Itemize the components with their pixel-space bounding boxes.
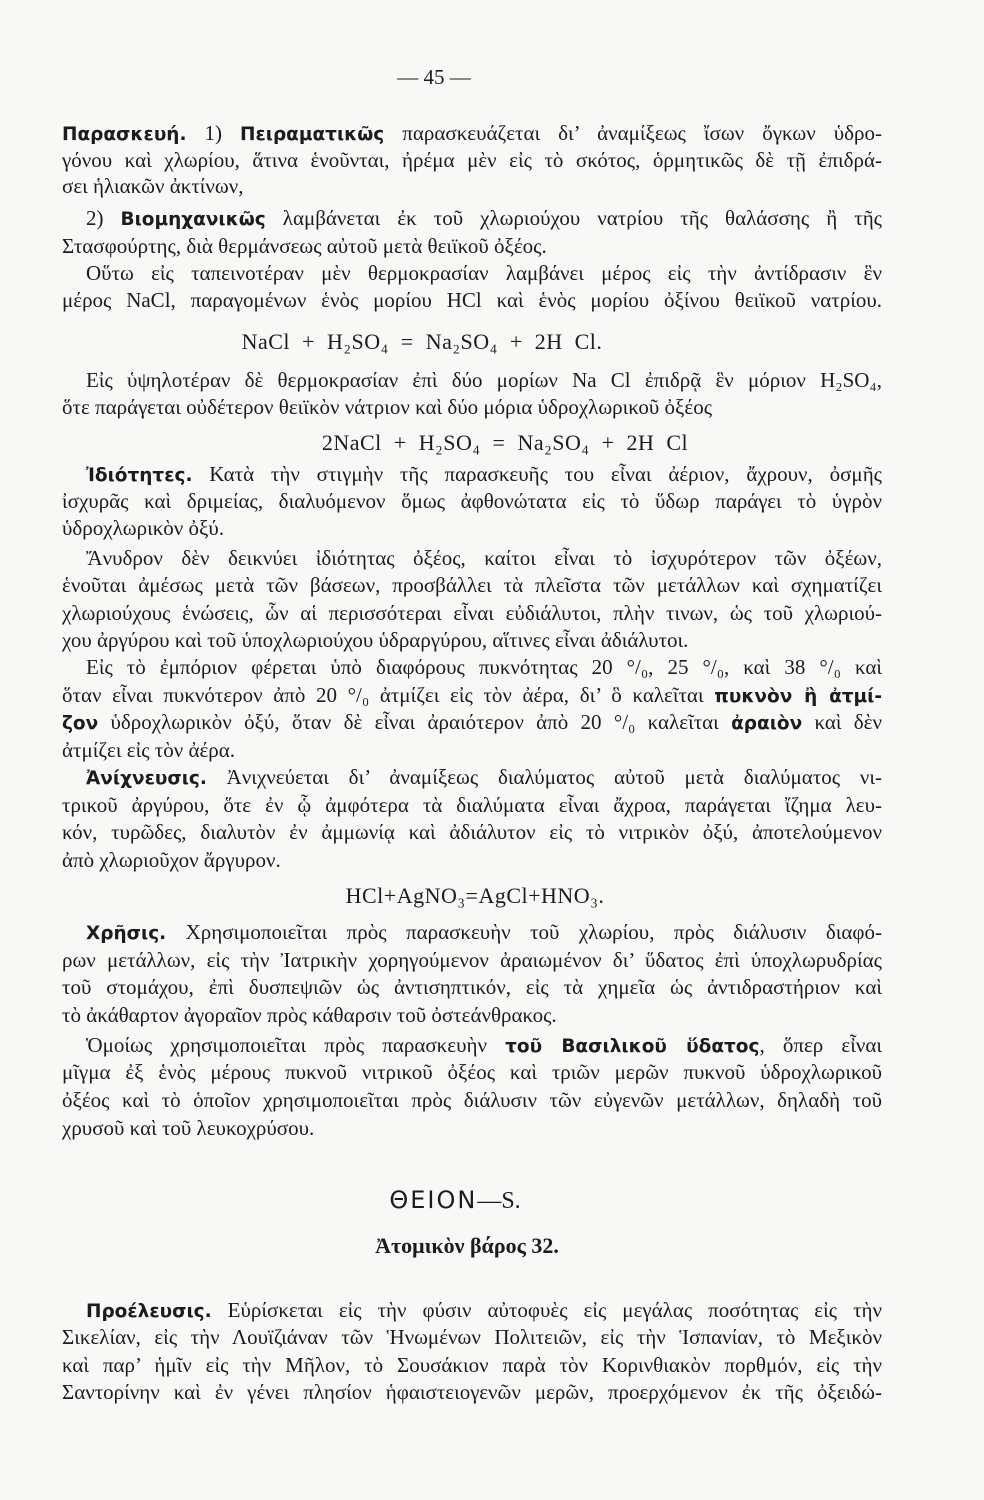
text-line [86, 653, 882, 681]
term-dilute: ἀραιὸν [731, 713, 803, 734]
text-line [86, 1296, 882, 1324]
text-run: Εὑρίσκεται εἰς τὴν φύσιν αὐτοφυὲς εἰς μεγάλας ποσότητας εἰς τὴν [211, 1298, 882, 1322]
heading-preparation: Παρασκευή. [62, 124, 187, 145]
text-run: ἑνοῦται ἀμέσως μετὰ τῶν βάσεων, προσβάλλει τὰ πλεῖστα τῶν μετάλλων καὶ σχηματίζει [62, 573, 882, 597]
line-text [62, 710, 882, 734]
text-run: Κατὰ τὴν στιγμὴν τῆς παρασκευῆς του εἶναι ἀέριον, ἄχρουν, ὀσμῆς [192, 462, 882, 486]
element-name: ΘΕΙΟΝ [389, 1186, 478, 1214]
chemical-equation [62, 328, 782, 356]
text-run: ὑδροχλωρικὸν ὀξύ. [62, 516, 225, 540]
chemical-equation [200, 429, 810, 457]
text-run: Ἄνυδρον δὲν δεικνύει ἰδιότητας ὀξέος, καίτοι εἶναι τὸ ἰσχυρότερον τῶν ὀξέων, [86, 546, 882, 570]
text-run: τὸ ἀκάθαρτον ἀγοραῖον πρὸς κάθαρσιν τοῦ ὀστεάνθρακος. [62, 1003, 557, 1027]
text-run: κόν, τυρῶδες, διαλυτὸν ἐν ἀμμωνίᾳ καὶ ἀδιάλυτον εἰς τὸ νιτρικὸν ὀξύ, ἀποτελούμενον [62, 820, 882, 844]
text-run: καὶ παρ’ ἡμῖν εἰς τὴν Μῆλον, τὸ Σουσάκιον παρὰ τὸν Κορινθιακὸν πορθμόν, εἰς τὴν [62, 1353, 882, 1377]
equation-text: 2NaCl + H₂SO₄ = Na₂SO₄ + 2H Cl [321, 430, 689, 455]
text-run: χλωριούχους ἑνώσεις, ὧν αἱ περισσότεραι εἶναι εὐδιάλυτοι, πλὴν τινων, ὡς τοῦ χλωριού- [62, 601, 882, 625]
text-run: μῖγμα ἐξ ἑνὸς μέρους πυκνοῦ νιτρικοῦ ὀξέος καὶ τριῶν μερῶν πυκνοῦ ὑδροχλωρικοῦ [62, 1060, 882, 1084]
text-line [62, 1351, 882, 1379]
line-text [62, 121, 882, 145]
text-run: Οὕτω εἰς ταπεινοτέραν μὲν θερμοκρασίαν λαμβάνει μέρος εἰς τὴν ἀντίδρασιν ἓν [86, 261, 882, 285]
term-aqua-regia: τοῦ Βασιλικοῦ ὕδατος [505, 1036, 760, 1057]
text-line [62, 119, 882, 147]
text-line [62, 1001, 882, 1029]
text-run: , ὅπερ εἶναι [759, 1033, 882, 1057]
text-run: τοῦ στομάχου, ἐπὶ δυσπεψιῶν ὡς ἀντισηπτικόν, εἰς τὰ χημεῖα ὡς ἀντιδραστήριον καὶ [62, 975, 882, 999]
text-line [62, 818, 882, 846]
element-symbol: —S. [477, 1188, 521, 1214]
text-line [62, 946, 882, 974]
text-run: Ἀνιχνεύεται δι’ ἀναμίξεως διαλύματος αὐτοῦ μετὰ διαλύματος νι- [206, 765, 882, 789]
term-concentrated-end: ζον [62, 713, 99, 734]
text-line [62, 232, 882, 260]
text-line [62, 1058, 882, 1086]
line-text [86, 462, 882, 486]
text-line [62, 1378, 882, 1406]
line-text [86, 765, 882, 789]
text-line [62, 846, 882, 874]
text-run: Σικελίαν, εἰς τὴν Λουϊζιάναν τῶν Ἡνωμένων Πολιτειῶν, εἰς τὴν Ἱσπανίαν, τὸ Μεξικὸν [62, 1325, 882, 1349]
line-text [86, 1298, 882, 1322]
page-number-text: — 45 — [397, 65, 471, 89]
text-line [86, 366, 882, 394]
heading-detection: Ἀνίχνευσις. [86, 768, 207, 789]
text-line [62, 1086, 882, 1114]
line-text [62, 683, 882, 707]
text-line [86, 460, 882, 488]
text-line [86, 918, 882, 946]
text-line [62, 393, 882, 421]
page-number [334, 63, 534, 91]
element-heading-text [389, 1188, 520, 1214]
text-run: ὅτε παράγεται οὐδέτερον θειϊκὸν νάτριον καὶ δύο μόρια ὑδροχλωρικοῦ ὀξέος [62, 395, 713, 419]
text-run: σει ἡλιακῶν ἀκτίνων, [62, 174, 244, 198]
term-concentrated: πυκνὸν ἢ ἀτμί- [714, 686, 882, 707]
text-run: 1) [186, 121, 241, 145]
text-run: ἀπὸ χλωριοῦχον ἄργυρον. [62, 848, 281, 872]
text-line [62, 599, 882, 627]
line-text [86, 1033, 882, 1057]
text-line [86, 1031, 882, 1059]
text-run: Εἰς τὸ ἐμπόριον φέρεται ὑπὸ διαφόρους πυκνότητας 20 °/₀, 25 °/₀, καὶ 38 °/₀ καὶ [86, 655, 882, 679]
text-run: παρασκευάζεται δι’ ἀναμίξεως ἴσων ὄγκων ὑδρο- [384, 121, 882, 145]
text-run: γόνου καὶ χλωρίου, ἅτινα ἑνοῦνται, ἠρέμα μὲν εἰς τὸ σκότος, ὁρμητικῶς δὲ τῇ ἐπιδρά- [62, 148, 882, 172]
text-run: Σαντορίνην καὶ ἐν γένει πλησίον ἡφαιστειογενῶν μερῶν, προερχόμενον ἐκ τῆς ὀξειδώ- [62, 1380, 882, 1404]
atomic-weight-text: Ἀτομικὸν βάρος 32. [375, 1233, 559, 1258]
text-run: καὶ δὲν [802, 710, 882, 734]
text-run: χου ἀργύρου καὶ τοῦ ὑποχλωριούχου ὑδραργύρου, αἵτινες εἶναι ἀδιάλυτοι. [62, 628, 689, 652]
element-heading [255, 1183, 655, 1217]
chemical-equation [175, 882, 775, 910]
text-run: μέρος NaCl, παραγομένων ἑνὸς μορίου HCl καὶ ἑνὸς μορίου ὀξίνου θειϊκοῦ νατρίου. [62, 288, 882, 312]
heading-occurrence: Προέλευσις. [86, 1301, 212, 1322]
text-line [62, 286, 882, 314]
equation-text: NaCl + H₂SO₄ = Na₂SO₄ + 2H Cl. [241, 329, 603, 354]
text-run: ἰσχυρᾶς καὶ δριμείας, διαλυόμενον ὅμως ἀφθονώτατα εἰς τὸ ὕδωρ παράγει τὸ ὑγρὸν [62, 489, 882, 513]
text-line [86, 763, 882, 791]
text-line [62, 1114, 882, 1142]
text-line [62, 973, 882, 1001]
text-run: ὀξέος καὶ τὸ ὁποῖον χρησιμοποιεῖται πρὸς διάλυσιν τῶν εὐγενῶν μετάλλων, δηλαδὴ τοῦ [62, 1088, 882, 1112]
text-line [86, 259, 882, 287]
text-run: Εἰς ὑψηλοτέραν δὲ θερμοκρασίαν ἐπὶ δύο μορίων Na Cl ἐπιδρᾷ ἓν μόριον H₂SO₄, [86, 368, 882, 392]
text-run: ὅταν εἶναι πυκνότερον ἀπὸ 20 °/₀ ἀτμίζει εἰς τὸν ἀέρα, δι’ ὃ καλεῖται [62, 683, 715, 707]
heading-uses: Χρῆσις. [86, 923, 167, 944]
text-line [62, 514, 882, 542]
term-experimental: Πειραματικῶς [240, 124, 385, 145]
text-run: λαμβάνεται ἐκ τοῦ χλωριούχου νατρίου τῆς θαλάσσης ἢ τῆς [265, 206, 882, 230]
text-run: Ὁμοίως χρησιμοποιεῖται πρὸς παρασκευὴν [86, 1033, 506, 1057]
text-line [86, 204, 882, 232]
text-run: Χρησιμοποιεῖται πρὸς παρασκευὴν τοῦ χλωρίου, πρὸς διάλυσιν διαφό- [166, 920, 882, 944]
text-line [62, 626, 882, 654]
equation-text: HCl+AgNO₃=AgCl+HNO₃. [345, 883, 605, 908]
line-text [86, 920, 882, 944]
heading-properties: Ἰδιότητες. [86, 465, 193, 486]
text-line [62, 791, 882, 819]
text-run: ὑδροχλωρικὸν ὀξύ, ὅταν δὲ εἶναι ἀραιότερον ἀπὸ 20 °/₀ καλεῖται [98, 710, 732, 734]
text-run: χρυσοῦ καὶ τοῦ λευκοχρύσου. [62, 1116, 315, 1140]
text-run: ἀτμίζει εἰς τὸν ἀέρα. [62, 738, 236, 762]
text-run: Στασφούρτης, διὰ θερμάνσεως αὐτοῦ μετὰ θειϊκοῦ ὀξέος. [62, 234, 547, 258]
text-line [62, 146, 882, 174]
line-text [86, 206, 882, 230]
text-line [62, 571, 882, 599]
text-run: τρικοῦ ἀργύρου, ὅτε ἐν ᾧ ἀμφότερα τὰ διαλύματα εἶναι ἄχροα, παράγεται ἴζημα λευ- [62, 793, 882, 817]
term-industrial: Βιομηχανικῶς [120, 209, 266, 230]
text-line [62, 736, 882, 764]
text-line [62, 1323, 882, 1351]
text-line [86, 544, 882, 572]
text-line [62, 487, 882, 515]
text-run: ρων μετάλλων, εἰς τὴν Ἰατρικὴν χορηγούμενον ἀραιωμένον δι’ ὕδατος ἐπὶ ὑποχλωρυδρίας [62, 948, 882, 972]
text-line [62, 708, 882, 736]
text-run: 2) [86, 206, 121, 230]
text-line [62, 172, 882, 200]
atomic-weight-heading [267, 1230, 667, 1262]
text-line [62, 681, 882, 709]
